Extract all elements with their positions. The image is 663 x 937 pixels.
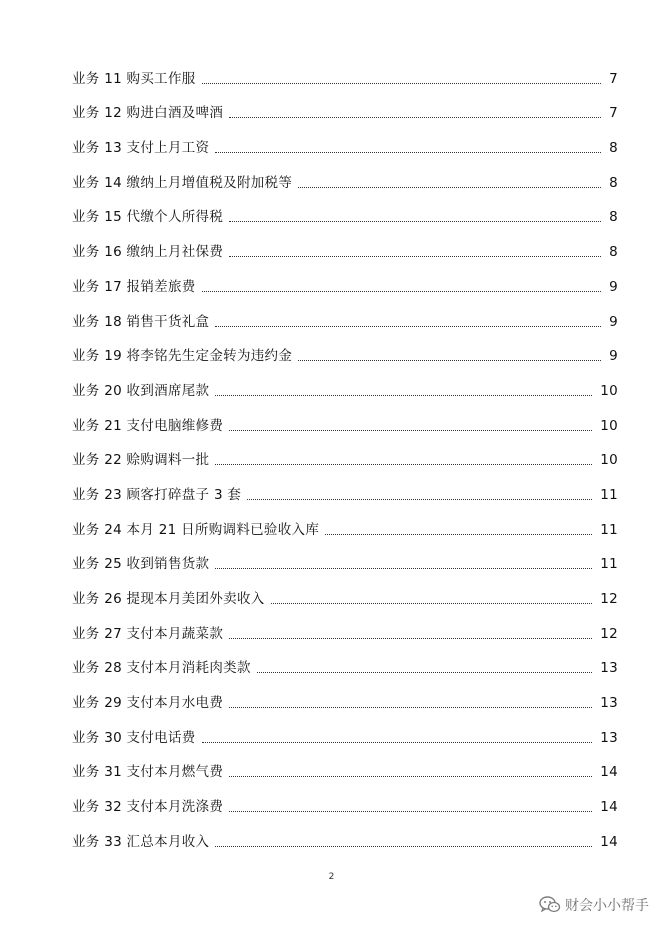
toc-entry[interactable] — [72, 193, 618, 228]
toc-entry-title: 业务 23 顾客打碎盘子 3 套 — [72, 486, 242, 503]
toc-dot-leader — [229, 117, 601, 118]
toc-entry-title: 业务 12 购进白酒及啤酒 — [72, 105, 224, 122]
toc-entry-page: 8 — [609, 174, 618, 191]
toc-entry[interactable] — [72, 470, 618, 505]
toc-entry-page: 11 — [600, 556, 618, 573]
toc-dot-leader — [215, 846, 592, 847]
toc-dot-leader — [202, 742, 593, 743]
toc-entry[interactable] — [72, 505, 618, 540]
toc-dot-leader — [298, 360, 601, 361]
toc-entry-page: 14 — [600, 833, 618, 850]
toc-entry-page: 12 — [600, 591, 618, 607]
page-number: 2 — [328, 872, 335, 882]
toc-entry[interactable] — [72, 366, 618, 401]
toc-entry[interactable] — [72, 540, 618, 575]
toc-entry-page: 7 — [609, 105, 618, 122]
toc-entry[interactable] — [72, 54, 618, 89]
toc-entry[interactable] — [72, 297, 618, 332]
toc-entry-title: 业务 16 缴纳上月社保费 — [72, 244, 224, 261]
toc-entry-title: 业务 21 支付电脑维修费 — [72, 417, 224, 434]
toc-entry-title: 业务 30 支付电话费 — [72, 729, 196, 746]
toc-entry-page: 10 — [600, 382, 618, 399]
toc-entry[interactable] — [72, 436, 618, 471]
toc-dot-leader — [229, 776, 592, 777]
toc-entry-title: 业务 17 报销差旅费 — [72, 278, 196, 295]
toc-entry[interactable] — [72, 748, 618, 783]
toc-entry-title: 业务 15 代缴个人所得税 — [72, 209, 224, 226]
toc-entry-title: 业务 29 支付本月水电费 — [72, 695, 224, 712]
toc-dot-leader — [215, 568, 592, 569]
toc-entry[interactable] — [72, 782, 618, 817]
toc-entry-page: 7 — [609, 70, 618, 87]
toc-entry[interactable] — [72, 678, 618, 713]
toc-entry-page: 13 — [600, 695, 618, 712]
toc-dot-leader — [229, 811, 592, 812]
toc-dot-leader — [215, 326, 601, 327]
toc-entry-page: 8 — [609, 244, 618, 261]
toc-entry[interactable] — [72, 123, 618, 158]
toc-dot-leader — [229, 638, 592, 639]
toc-entry[interactable] — [72, 227, 618, 262]
toc-dot-leader — [202, 83, 602, 84]
watermark-text: 财会小小帮手 — [565, 898, 649, 914]
toc-dot-leader — [229, 221, 601, 222]
toc-entry-title: 业务 11 购买工作服 — [72, 70, 196, 87]
toc-entry-title: 业务 28 支付本月消耗肉类款 — [72, 660, 251, 677]
toc-dot-leader — [215, 395, 592, 396]
toc-entry-title: 业务 31 支付本月燃气费 — [72, 764, 224, 781]
toc-entry[interactable] — [72, 713, 618, 748]
toc-entry-page: 8 — [609, 140, 618, 157]
toc-entry-page: 13 — [600, 660, 618, 677]
wechat-icon — [539, 896, 561, 914]
toc-entry[interactable] — [72, 644, 618, 679]
toc-dot-leader — [247, 499, 592, 500]
toc-entry[interactable] — [72, 401, 618, 436]
toc-entry-page: 9 — [609, 348, 618, 365]
toc-entry[interactable] — [72, 332, 618, 367]
toc-dot-leader — [229, 707, 592, 708]
toc-entry-title: 业务 26 提现本月美团外卖收入 — [72, 591, 265, 607]
toc-entry-page: 11 — [600, 486, 618, 503]
toc-entry-page: 13 — [600, 729, 618, 746]
toc-entry-page: 10 — [600, 417, 618, 434]
toc-entry-page: 8 — [609, 209, 618, 226]
toc-entry-title: 业务 24 本月 21 日所购调料已验收入库 — [72, 521, 320, 538]
toc-dot-leader — [298, 187, 601, 188]
toc-entry-page: 14 — [600, 799, 618, 816]
toc-dot-leader — [325, 534, 592, 535]
toc-dot-leader — [215, 464, 592, 465]
toc-entry-title: 业务 32 支付本月洗涤费 — [72, 799, 224, 816]
toc-dot-leader — [215, 152, 601, 153]
toc-entry-page: 14 — [600, 764, 618, 781]
toc-dot-leader — [257, 672, 592, 673]
toc-entry-title: 业务 13 支付上月工资 — [72, 140, 210, 157]
toc-entry-title: 业务 25 收到销售货款 — [72, 556, 210, 573]
toc-entry-title: 业务 18 销售干货礼盒 — [72, 313, 210, 330]
toc-entry-page: 10 — [600, 452, 618, 469]
toc-entry-page: 9 — [609, 278, 618, 295]
toc-dot-leader — [202, 291, 602, 292]
toc-entry-title: 业务 22 赊购调料一批 — [72, 452, 210, 469]
toc-entry-title: 业务 33 汇总本月收入 — [72, 833, 210, 850]
toc-entry-page: 11 — [600, 521, 618, 538]
toc-dot-leader — [229, 430, 592, 431]
table-of-contents — [72, 54, 618, 852]
toc-entry[interactable] — [72, 574, 618, 609]
watermark — [539, 895, 649, 915]
toc-entry-title: 业务 27 支付本月蔬菜款 — [72, 625, 224, 642]
toc-entry-page: 12 — [600, 625, 618, 642]
toc-entry[interactable] — [72, 609, 618, 644]
toc-entry-title: 业务 20 收到酒席尾款 — [72, 382, 210, 399]
toc-dot-leader — [271, 603, 593, 604]
toc-dot-leader — [229, 256, 601, 257]
toc-entry[interactable] — [72, 817, 618, 852]
toc-entry[interactable] — [72, 262, 618, 297]
toc-entry-title: 业务 19 将李铭先生定金转为违约金 — [72, 348, 293, 365]
toc-entry[interactable] — [72, 158, 618, 193]
toc-entry[interactable] — [72, 89, 618, 124]
toc-entry-title: 业务 14 缴纳上月增值税及附加税等 — [72, 174, 293, 191]
toc-entry-page: 9 — [609, 313, 618, 330]
